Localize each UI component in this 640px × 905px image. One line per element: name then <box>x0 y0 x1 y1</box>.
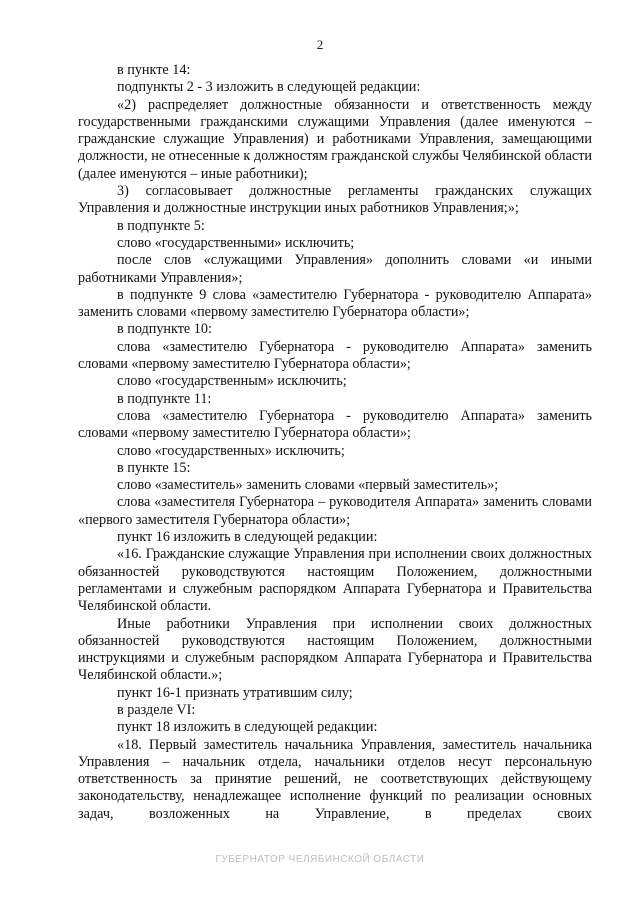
page-number: 2 <box>316 37 324 52</box>
paragraph: «18. Первый заместитель начальника Управления, заместитель начальника Управления – начальник отдела, начальники отделов несут персональную ответственность за принятие решений, не соответствующих действующему законодательству, ненадлежащее исполнение функций по реализации основных задач, возложенных на Управление, в пределах своих <box>78 736 592 822</box>
paragraph: слова «заместителю Губернатора - руководителю Аппарата» заменить словами «первому заместителю Губернатора области»; <box>78 338 592 373</box>
paragraph: пункт 16 изложить в следующей редакции: <box>117 529 378 546</box>
paragraph: слово «государственным» исключить; <box>117 373 347 390</box>
paragraph: «16. Гражданские служащие Управления при исполнении своих должностных обязанностей руководствуются настоящим Положением, должностными регламентами и служебным распорядком Аппарата Губернатора и Правительства Челябинской области. <box>78 546 592 615</box>
document-body <box>78 62 592 823</box>
paragraph: в пункте 14: <box>117 62 191 78</box>
paragraph: слово «заместитель» заменить словами «первый заместитель»; <box>117 477 499 494</box>
paragraph: пункт 18 изложить в следующей редакции: <box>117 719 378 736</box>
paragraph: «2) распределяет должностные обязанности и ответственность между государственными гражданскими служащими Управления (далее именуются – гражданские служащие Управления) и работниками Управления, замещающими должности, не отнесенные к должностям гражданской службы Челябинской области (далее именуются – иные работники); <box>78 96 592 182</box>
paragraph: слова «заместителя Губернатора – руководителя Аппарата» заменить словами «первого заместителя Губернатора области»; <box>78 494 592 528</box>
paragraph: пункт 16-1 признать утратившим силу; <box>117 684 353 701</box>
paragraph: 3) согласовывает должностные регламенты гражданских служащих Управления и должностные инструкции иных работников Управления;»; <box>78 183 592 217</box>
paragraph: в подпункте 9 слова «заместителю Губернатора - руководителю Аппарата» заменить словами «первому заместителю Губернатора области»; <box>78 286 592 321</box>
paragraph: Иные работники Управления при исполнении своих должностных обязанностей руководствуются настоящим Положением, должностными инструкциями и служебным распорядком Аппарата Губернатора и Правительства Челябинской области.»; <box>78 615 592 684</box>
paragraph: в пункте 15: <box>117 459 191 476</box>
footer-watermark: ГУБЕРНАТОР ЧЕЛЯБИНСКОЙ ОБЛАСТИ <box>215 854 425 865</box>
paragraph: в подпункте 11: <box>117 390 212 407</box>
paragraph: слово «государственных» исключить; <box>117 442 345 459</box>
paragraph: в разделе VI: <box>117 701 196 718</box>
paragraph: в подпункте 5: <box>117 217 205 234</box>
paragraph: после слов «служащими Управления» дополнить словами «и иными работниками Управления»; <box>78 252 592 286</box>
paragraph: подпункты 2 - 3 изложить в следующей редакции: <box>117 79 421 96</box>
paragraph: слова «заместителю Губернатора - руководителю Аппарата» заменить словами «первому заместителю Губернатора области»; <box>78 407 592 442</box>
paragraph: в подпункте 10: <box>117 321 212 338</box>
paragraph: слово «государственными» исключить; <box>117 234 355 251</box>
